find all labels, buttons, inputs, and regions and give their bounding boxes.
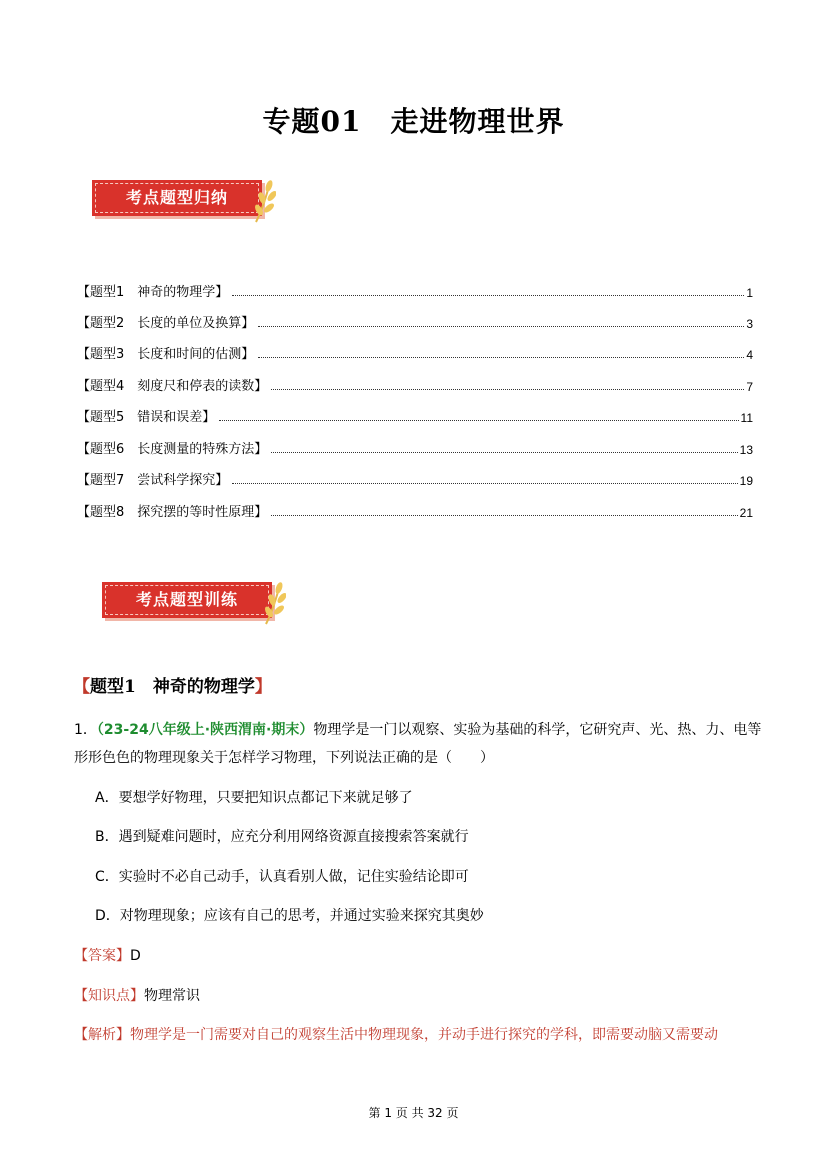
section-heading [73, 672, 272, 697]
summary-banner [92, 176, 282, 224]
option-c: C．实验时不必自己动手，认真看别人做，记住实验结论即可 [95, 869, 469, 885]
question-number: 1． [74, 722, 97, 738]
toc-item-page: 4 [746, 348, 753, 362]
wheat-icon [252, 176, 276, 224]
toc-item-page: 3 [746, 317, 753, 331]
section-bracket-open: 【 [73, 677, 90, 697]
option-b: B．遇到疑难问题时，应充分利用网络资源直接搜索答案就行 [95, 829, 469, 845]
banner-label: 考点题型训练 [135, 590, 238, 609]
page-title: 专题01 走进物理世界 [262, 105, 565, 138]
question-text: 物理学是一门以观察、实验为基础的科学，它研究声、光、热、力、电等形形色色的物理现象关于怎样学习物理，下列说法正确的是（ ） [74, 722, 762, 766]
option-a: A．要想学好物理，只要把知识点都记下来就足够了 [95, 790, 413, 806]
toc-item-page: 7 [746, 380, 753, 394]
wheat-icon [262, 578, 286, 626]
toc-item-page: 21 [739, 506, 753, 520]
toc-item-page: 13 [739, 443, 753, 457]
analysis-line [74, 1024, 718, 1044]
toc-item-label: 【题型2 长度的单位及换算】 [77, 316, 255, 331]
answer-value: D [130, 948, 141, 964]
toc-item-label: 【题型1 神奇的物理学】 [77, 285, 229, 300]
knowledge-label: 【知识点】 [74, 988, 144, 1004]
toc-item-page: 1 [746, 286, 753, 300]
question-stem [74, 716, 764, 772]
toc-leader [219, 420, 738, 421]
toc-item[interactable] [77, 500, 753, 520]
knowledge-line [74, 985, 200, 1005]
section-bracket-close: 】 [254, 677, 272, 697]
knowledge-value: 物理常识 [144, 988, 200, 1004]
training-banner [102, 578, 292, 626]
page-footer: 第 1 页 共 32 页 [368, 1106, 459, 1120]
toc-item[interactable] [77, 342, 753, 362]
section-title: 题型1 神奇的物理学 [90, 677, 255, 697]
toc-leader [271, 389, 744, 390]
answer-line [74, 945, 141, 965]
toc-item[interactable] [77, 405, 753, 425]
toc-leader [232, 295, 744, 296]
banner-label: 考点题型归纳 [125, 188, 228, 207]
answer-label: 【答案】 [74, 948, 130, 964]
analysis-text: 物理学是一门需要对自己的观察生活中物理现象，并动手进行探究的学科，即需要动脑又需要动 [130, 1027, 718, 1043]
analysis-label: 【解析】 [74, 1027, 130, 1043]
toc-item-label: 【题型7 尝试科学探究】 [77, 473, 229, 488]
toc-item-page: 19 [739, 474, 753, 488]
toc-item-label: 【题型5 错误和误差】 [77, 410, 216, 425]
toc-item-label: 【题型4 刻度尺和停表的读数】 [77, 379, 268, 394]
toc-item[interactable] [77, 468, 753, 488]
toc-leader [232, 483, 737, 484]
toc-item[interactable] [77, 374, 753, 394]
toc-leader [271, 452, 737, 453]
question-source: （23-24八年级上·陕西渭南·期末） [96, 722, 314, 738]
option-d: D．对物理现象；应该有自己的思考，并通过实验来探究其奥妙 [95, 908, 484, 924]
toc-item-label: 【题型6 长度测量的特殊方法】 [77, 442, 268, 457]
toc-item[interactable] [77, 280, 753, 300]
toc-item[interactable] [77, 311, 753, 331]
toc-item-page: 11 [740, 411, 753, 425]
toc-leader [271, 515, 737, 516]
toc-item-label: 【题型8 探究摆的等时性原理】 [77, 505, 268, 520]
toc-item-label: 【题型3 长度和时间的估测】 [77, 347, 255, 362]
toc-leader [258, 357, 744, 358]
toc-leader [258, 326, 744, 327]
toc-item[interactable] [77, 437, 753, 457]
